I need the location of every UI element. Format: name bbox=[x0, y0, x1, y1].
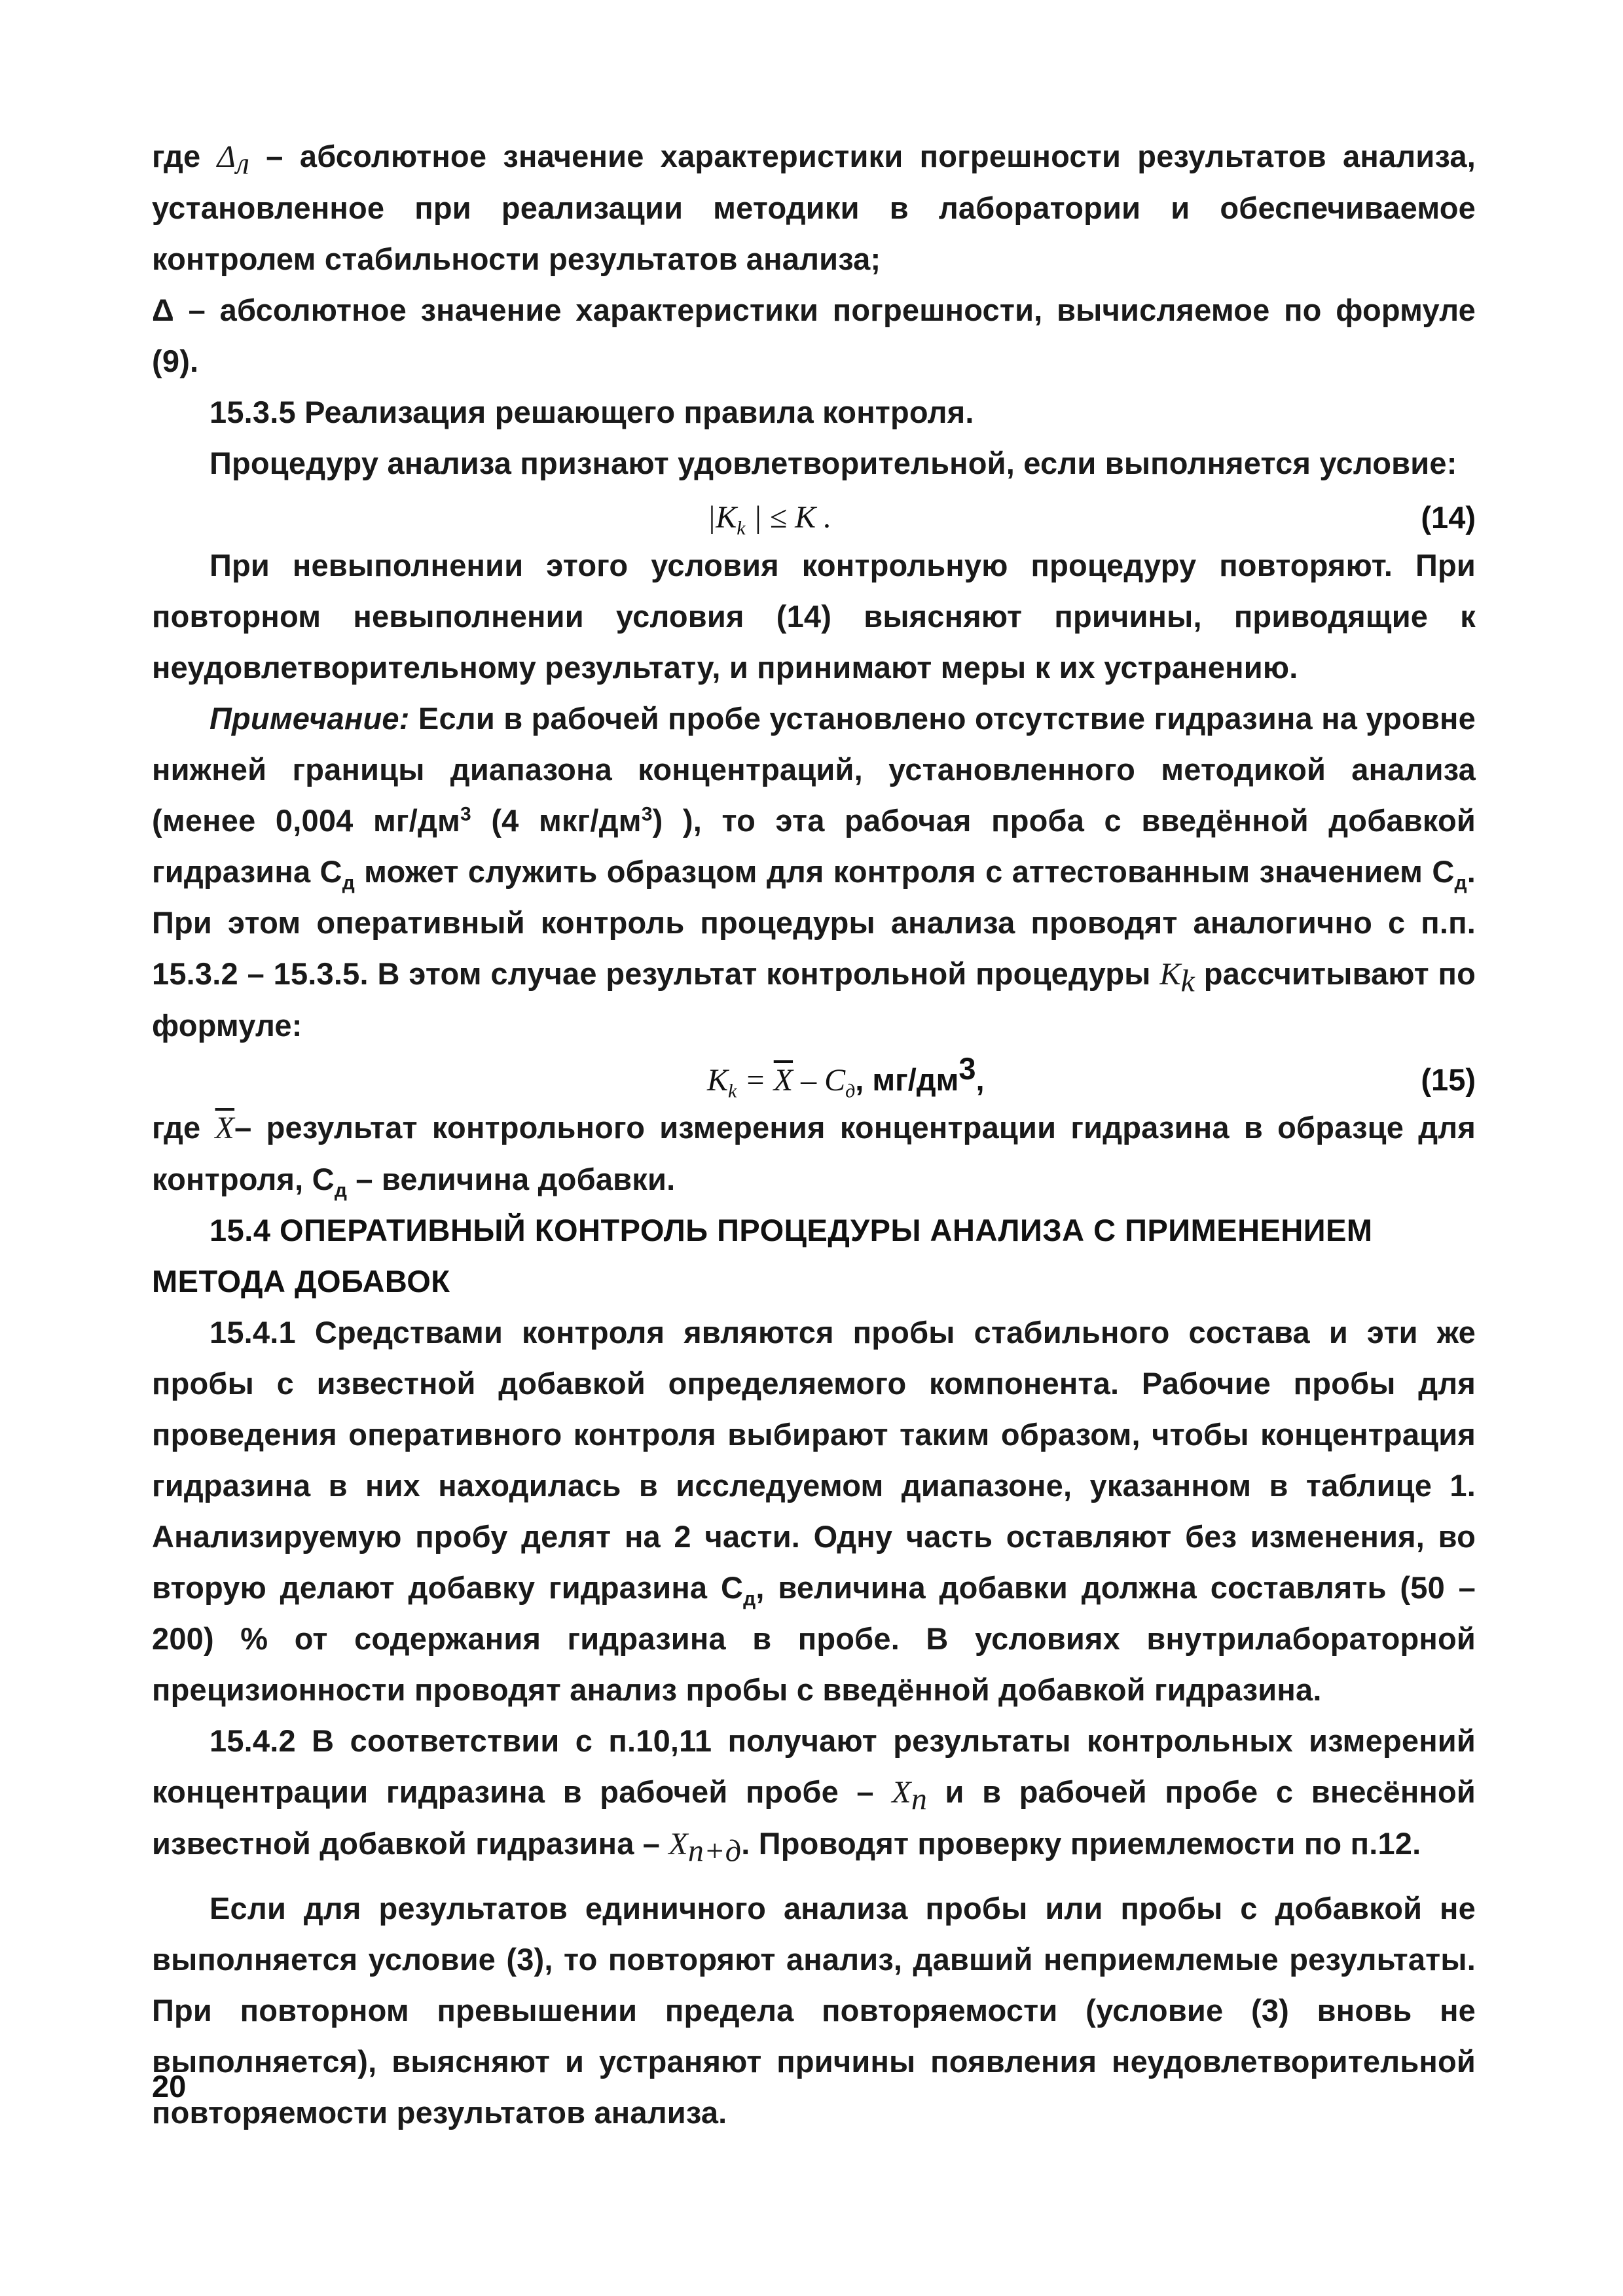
document-page bbox=[152, 131, 1476, 2138]
equation-number: (14) bbox=[1421, 500, 1476, 535]
note-label: Примечание: bbox=[210, 701, 410, 736]
section-15-3-5: 15.3.5 Реализация решающего правила контроля. bbox=[210, 395, 974, 429]
paragraph-xbar: где $\overline{X}-$ результат контрольного измерения концентрации гидразина в образце для контроля, $С_д$ – величина добавки. bbox=[152, 1110, 1476, 1202]
page-number: 20 bbox=[152, 2069, 187, 2104]
paragraph-delta: Δ – абсолютное значение характеристики погрешности, вычисляемое по формуле (9). bbox=[152, 293, 1476, 378]
section-15-4-2: 15.4.2 В соответствии с п.10,11 получают результаты контрольных измерений концентрации гидразина в рабочей пробе – $X_n$ и в рабочей пробе с внесённой известной добавкой гидразина – $X_{n+д}$. Проводят проверку приемлемости по п.12. bbox=[152, 1723, 1476, 1869]
section-heading-15-4: 15.4 ОПЕРАТИВНЫЙ КОНТРОЛЬ ПРОЦЕДУРЫ АНАЛИЗА С ПРИМЕНЕНИЕМ МЕТОДА ДОБАВОК bbox=[152, 1213, 1373, 1299]
section-15-4-1: 15.4.1 Средствами контроля являются пробы стабильного состава и эти же пробы с известной добавкой определяемого компонента. Рабочие пробы для проведения оперативного контроля выбирают таким образом, чтобы концентрация гидразина в них находилась в исследуемом диапазоне, указанном в таблице 1. Анализируемую пробу делят на 2 части. Одну часть оставляют без изменения, во вторую делают добавку гидразина $С_д$, величина добавки должна составлять (50 – 200) % от содержания гидразина в пробе. В условиях внутрилабораторной прецизионности проводят анализ пробы с введённой добавкой гидразина. bbox=[152, 1315, 1476, 1707]
paragraph-repeat: При невыполнении этого условия контрольную процедуру повторяют. При повторном невыполнении условия (14) выясняют причины, приводящие к неудовлетворительному результату, и принимают меры к их устранению. bbox=[152, 548, 1476, 685]
paragraph-condition: Процедуру анализа признают удовлетворительной, если выполняется условие: bbox=[210, 446, 1457, 480]
paragraph-repeatability: Если для результатов единичного анализа пробы или пробы с добавкой не выполняется условие (3), то повторяют анализ, давший неприемлемые результаты. При повторном превышении предела повторяемости (условие (3) вновь не выполняется), выясняют и устраняют причины появления неудовлетворительной повторяемости результатов анализа. bbox=[152, 1891, 1476, 2130]
equation-number: (15) bbox=[1421, 1062, 1476, 1097]
note-paragraph: Примечание: Если в рабочей пробе установлено отсутствие гидразина на уровне нижней границы диапазона концентраций, установленного методикой анализа (менее 0,004 $мг/дм^3$ (4 мкг/$дм^3$) ), то эта рабочая проба с введённой добавкой гидразина $С_д$ может служить образцом для контроля с аттестованным значением $С_д$. При этом оперативный контроль процедуры анализа проводят аналогично с п.п. 15.3.2 – 15.3.5. В этом случае результат контрольной процедуры $K_k$ рассчитывают по формуле: bbox=[152, 701, 1476, 1043]
equation-14: $|K_k$ | ≤ K . (14) bbox=[152, 489, 1476, 540]
paragraph-delta-l: где $\Delta_л$ – абсолютное значение характеристики погрешности результатов анализа, установленное при реализации методики в лаборатории и обеспечиваемое контролем стабильности результатов анализа; bbox=[152, 139, 1476, 276]
equation-15: $K_k = \overline{X} - C_д$, $мг/дм^3$, (15) bbox=[152, 1051, 1476, 1102]
